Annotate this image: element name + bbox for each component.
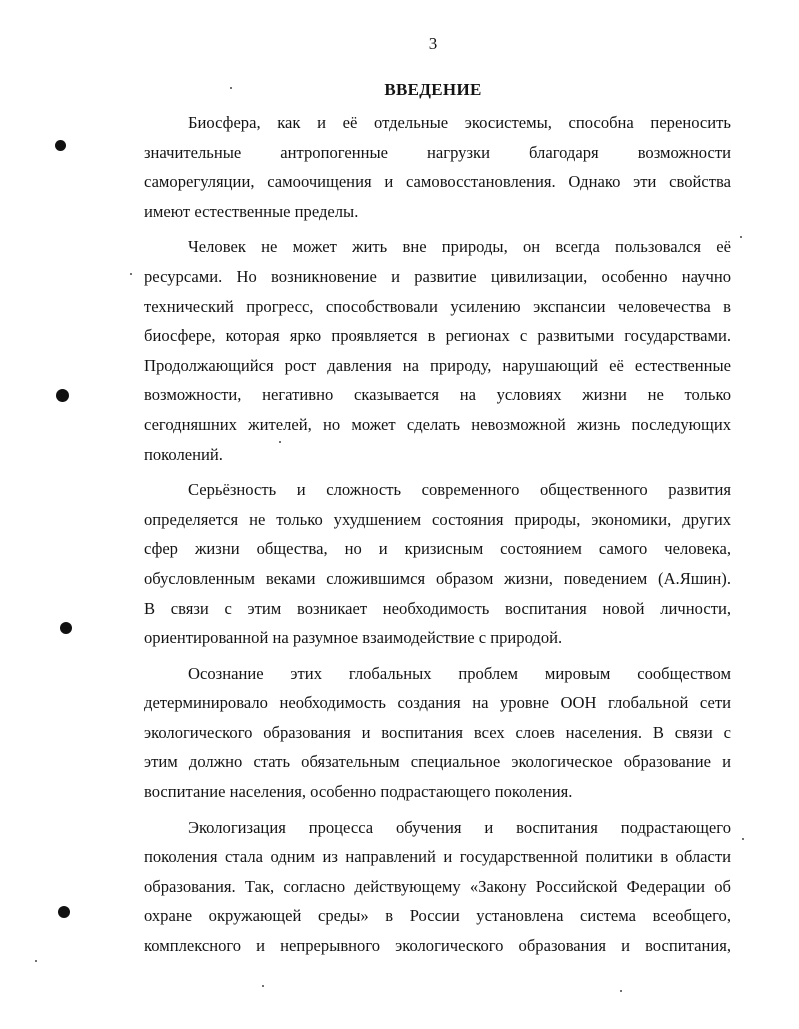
text-line: Экологизация процесса обучения и воспитания подрастающего — [188, 817, 731, 837]
scan-speck — [35, 960, 37, 962]
text-line: значительные антропогенные нагрузки благодаря возможности — [144, 142, 731, 162]
text-line: этим должно стать обязательным специальное экологическое образование и — [144, 752, 731, 772]
text-line: сегодняшних жителей, но может сделать невозможной жизнь последующих — [144, 414, 731, 434]
scan-spot — [58, 906, 70, 918]
scan-speck — [620, 990, 622, 992]
scan-speck — [130, 273, 132, 275]
paragraph — [144, 475, 731, 653]
text-line: саморегуляции, самоочищения и самовосстановления. Однако эти свойства — [144, 172, 731, 192]
text-line: биосфере, которая ярко проявляется в регионах с развитыми государствами. — [144, 326, 731, 346]
text-line: ориентированной на разумное взаимодействие с природой. — [144, 628, 563, 648]
text-line: обусловленным веками сложившимся образом жизни, поведением (А.Яшин). — [144, 568, 731, 588]
text-line: поколений. — [144, 444, 223, 464]
body-text — [144, 108, 731, 961]
section-title: ВВЕДЕНИЕ — [384, 80, 482, 99]
scan-spot — [60, 622, 72, 634]
text-line: Продолжающийся рост давления на природу, нарушающий её естественные — [144, 355, 731, 375]
text-line: экологического образования и воспитания всех слоев населения. В связи с — [144, 722, 731, 742]
page-number: 3 — [428, 34, 438, 53]
text-line: охране окружающей среды» в России установлена система всеобщего, — [144, 906, 731, 926]
scan-speck — [262, 985, 264, 987]
text-line: В связи с этим возникает необходимость воспитания новой личности, — [144, 598, 731, 618]
paragraph — [144, 108, 731, 226]
text-line: Осознание этих глобальных проблем мировым сообществом — [188, 663, 731, 683]
text-line: Серьёзность и сложность современного общественного развития — [188, 480, 731, 500]
text-line: имеют естественные пределы. — [144, 201, 359, 221]
text-line: технический прогресс, способствовали усилению экспансии человечества в — [144, 296, 731, 316]
scan-speck — [742, 838, 744, 840]
paragraph — [144, 813, 731, 961]
text-line: Человек не может жить вне природы, он всегда пользовался её — [188, 237, 731, 257]
text-line: ресурсами. Но возникновение и развитие цивилизации, особенно научно — [144, 266, 731, 286]
scan-spot — [56, 389, 69, 402]
text-line: воспитание населения, особенно подрастающего поколения. — [144, 782, 573, 802]
text-line: сфер жизни общества, но и кризисным состоянием самого человека, — [144, 539, 731, 559]
text-line: определяется не только ухудшением состояния природы, экономики, других — [144, 509, 731, 529]
scan-spot — [55, 140, 66, 151]
text-line: комплексного и непрерывного экологического образования и воспитания, — [144, 936, 731, 956]
text-line: возможности, негативно сказывается на условиях жизни не только — [144, 385, 731, 405]
text-line: детерминировало необходимость создания на уровне ООН глобальной сети — [144, 693, 731, 713]
text-line: поколения стала одним из направлений и государственной политики в области — [144, 847, 731, 867]
text-line: образования. Так, согласно действующему «Закону Российской Федерации об — [144, 876, 731, 896]
paragraph — [144, 232, 731, 469]
scan-speck — [740, 236, 742, 238]
paragraph — [144, 659, 731, 807]
text-line: Биосфера, как и её отдельные экосистемы, способна переносить — [188, 113, 731, 132]
